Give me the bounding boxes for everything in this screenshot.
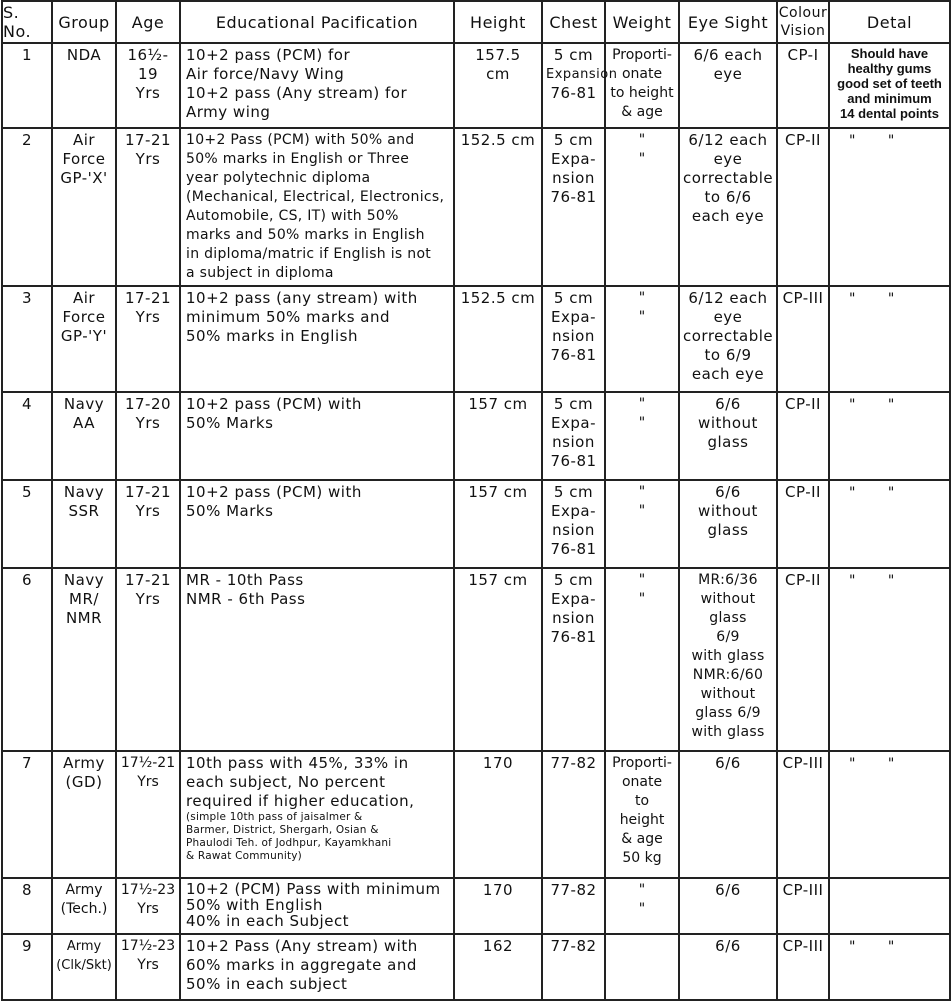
ditto-mark: " " — [849, 756, 909, 772]
table-row — [2, 878, 950, 934]
cell-text: year polytechnic diploma — [186, 170, 371, 186]
cell-text: with glass — [691, 724, 765, 740]
table-row — [2, 480, 950, 568]
cell-text: (Clk/Skt) — [56, 958, 112, 973]
cell-colour-vision: CP-II — [777, 480, 829, 568]
cell-age — [116, 392, 180, 480]
cell-text: MR/ — [69, 590, 99, 608]
eligibility-table — [1, 0, 951, 1001]
header-age: Age — [116, 1, 180, 43]
cell-height: 157 cm — [454, 480, 542, 568]
cell-group — [52, 392, 116, 480]
cell-text: eye — [713, 308, 743, 326]
cell-education — [180, 128, 454, 286]
cell-text: glass — [709, 610, 747, 626]
cell-text: nsion — [552, 521, 595, 539]
cell-group — [52, 568, 116, 751]
cell-text: Air force/Navy Wing — [186, 65, 345, 83]
cell-height: 157 cm — [454, 392, 542, 480]
cell-text: 17-21 — [124, 571, 172, 589]
cell-eyesight — [679, 128, 777, 286]
cell-eyesight — [679, 392, 777, 480]
cell-chest — [542, 286, 605, 392]
ditto-mark: " " — [638, 396, 660, 431]
cell-education — [180, 286, 454, 392]
cell-sno: 7 — [2, 751, 52, 878]
header-detail: Detal — [829, 1, 950, 43]
cell-eyesight: 6/6 — [679, 878, 777, 934]
cell-weight — [605, 934, 679, 1000]
cell-text: to 6/6 — [704, 188, 752, 206]
cell-text: Expa- — [551, 308, 596, 326]
header-education: Educational Pacification — [180, 1, 454, 43]
header-height: Height — [454, 1, 542, 43]
ditto-mark: " " — [638, 484, 660, 519]
cell-height: 152.5 cm — [454, 286, 542, 392]
ditto-mark: " " — [638, 132, 660, 167]
header-chest: Chest — [542, 1, 605, 43]
cell-weight — [605, 480, 679, 568]
cell-colour-vision: CP-III — [777, 751, 829, 878]
cell-colour-vision: CP-III — [777, 286, 829, 392]
cell-text: SSR — [68, 502, 100, 520]
cell-chest — [542, 43, 618, 128]
cell-height: 157 cm — [454, 568, 542, 751]
cell-text: 6/6 — [715, 483, 741, 501]
cell-group — [52, 286, 116, 392]
table-row — [2, 286, 950, 392]
cell-text: marks and 50% marks in English — [186, 227, 425, 243]
ditto-mark: " " — [849, 939, 909, 955]
cell-text: (Mechanical, Electrical, Electronics, — [186, 189, 445, 205]
cell-text: NMR — [65, 609, 103, 627]
cell-education — [180, 878, 454, 934]
cell-text: to 6/9 — [704, 346, 752, 364]
cell-weight — [605, 878, 679, 934]
cell-text: Army — [65, 882, 103, 898]
cell-text: NMR - 6th Pass — [186, 590, 306, 608]
cell-text: Proporti- — [612, 47, 672, 63]
table-row — [2, 128, 950, 286]
cell-colour-vision: CP-II — [777, 568, 829, 751]
cell-group — [52, 480, 116, 568]
cell-text: required if higher education, — [186, 792, 415, 810]
cell-text: (simple 10th pass of jaisalmer & — [186, 811, 363, 823]
cell-text: 50 kg — [622, 850, 662, 866]
ditto-mark: " " — [638, 290, 660, 325]
cell-text: Expansion — [546, 67, 618, 82]
cell-weight — [605, 751, 679, 878]
cell-text: 50% Marks — [186, 502, 274, 520]
cell-text: to — [634, 793, 650, 809]
cell-text: 10+2 pass (Any stream) for — [186, 84, 408, 102]
cell-text: Barmer, District, Shergarh, Osian & — [186, 824, 379, 836]
cell-colour-vision: CP-II — [777, 392, 829, 480]
cell-text: each subject, No percent — [186, 773, 386, 791]
cell-text: 5 cm — [553, 571, 594, 589]
cell-group: NDA — [52, 43, 116, 128]
cell-text: Yrs — [135, 150, 161, 168]
cell-text: & Rawat Community) — [186, 850, 302, 862]
cell-text: 40% in each Subject — [186, 912, 350, 930]
cell-detail — [829, 392, 950, 480]
cell-eyesight: 6/6 — [679, 751, 777, 878]
cell-text: Expa- — [551, 150, 596, 168]
cell-text: without — [698, 502, 758, 520]
cell-text: NMR:6/60 — [692, 667, 764, 683]
cell-text: Force — [62, 308, 106, 326]
cell-text: 10+2 pass (PCM) with — [186, 395, 362, 413]
cell-text: without — [698, 414, 758, 432]
cell-eyesight: 6/6 — [679, 934, 777, 1000]
cell-education — [180, 751, 454, 878]
cell-text: eye — [713, 150, 743, 168]
cell-text: 5 cm — [553, 46, 594, 64]
cell-education — [180, 568, 454, 751]
cell-text: 10+2 (PCM) Pass with minimum — [186, 880, 441, 898]
cell-weight — [605, 128, 679, 286]
cell-text: 50% Marks — [186, 414, 274, 432]
cell-text: glass 6/9 — [695, 705, 761, 721]
cell-colour-vision: CP-I — [777, 43, 829, 128]
header-sno: S. No. — [2, 1, 52, 43]
cell-text: 60% marks in aggregate and — [186, 956, 417, 974]
cell-text: cm — [486, 65, 510, 83]
cell-text: 157.5 — [475, 46, 521, 64]
cell-colour-vision: CP-III — [777, 878, 829, 934]
cell-text: 17-21 — [124, 289, 172, 307]
cell-eyesight — [679, 480, 777, 568]
cell-group — [52, 751, 116, 878]
cell-text: Proporti- — [612, 755, 672, 771]
header-colour-vision — [777, 1, 829, 43]
cell-text: 6/6 each — [693, 46, 763, 64]
cell-chest — [542, 392, 605, 480]
cell-text: good set of teeth — [837, 76, 942, 91]
cell-detail — [829, 128, 950, 286]
cell-text: Yrs — [135, 308, 161, 326]
cell-text: healthy gums — [847, 61, 932, 76]
cell-text: 16½- — [127, 46, 169, 64]
cell-text: with glass — [691, 648, 765, 664]
cell-group — [52, 128, 116, 286]
cell-text: and minimum — [847, 91, 932, 106]
cell-text: 10th pass with 45%, 33% in — [186, 754, 409, 772]
cell-education — [180, 934, 454, 1000]
ditto-mark: " " — [638, 882, 660, 917]
table-row — [2, 568, 950, 751]
cell-text: eye — [713, 65, 743, 83]
cell-text: minimum 50% marks and — [186, 308, 391, 326]
ditto-mark: " " — [849, 397, 909, 413]
cell-age — [116, 286, 180, 392]
cell-chest: 77-82 — [542, 751, 605, 878]
cell-text: Army — [63, 754, 105, 772]
cell-chest: 77-82 — [542, 934, 605, 1000]
cell-text: nsion — [552, 327, 595, 345]
cell-weight — [605, 286, 679, 392]
cell-education — [180, 392, 454, 480]
cell-height: 152.5 cm — [454, 128, 542, 286]
cell-text: & age — [621, 104, 663, 120]
cell-sno: 5 — [2, 480, 52, 568]
cell-text: 76-81 — [550, 540, 597, 558]
cell-text: Phaulodi Teh. of Jodhpur, Kayamkhani — [186, 837, 392, 849]
cell-text: nsion — [552, 169, 595, 187]
cell-text: Yrs — [135, 84, 161, 102]
cell-text: to height — [610, 85, 674, 101]
cell-text: 10+2 pass (PCM) with — [186, 483, 362, 501]
cell-text: 10+2 pass (any stream) with — [186, 289, 418, 307]
cell-sno: 3 — [2, 286, 52, 392]
cell-text: Navy — [63, 395, 105, 413]
cell-text: 10+2 Pass (PCM) with 50% and — [186, 132, 415, 148]
cell-weight — [605, 43, 679, 128]
cell-text: GP-'X' — [60, 169, 108, 187]
cell-text: glass — [707, 433, 749, 451]
cell-text: height — [619, 812, 665, 828]
ditto-mark: " " — [849, 573, 909, 589]
cell-text: 5 cm — [553, 483, 594, 501]
table-row — [2, 43, 950, 128]
cell-detail — [829, 43, 950, 128]
cell-text: Navy — [63, 483, 105, 501]
cell-text: onate — [621, 66, 663, 82]
cell-sno: 8 — [2, 878, 52, 934]
cell-text: 50% marks in English — [186, 327, 358, 345]
cell-chest: 77-82 — [542, 878, 605, 934]
cell-text: onate — [621, 774, 663, 790]
cell-text: 76-81 — [550, 628, 597, 646]
cell-sno: 9 — [2, 934, 52, 1000]
cell-weight — [605, 568, 679, 751]
cell-age — [116, 480, 180, 568]
table-row — [2, 934, 950, 1000]
cell-text: Air — [72, 131, 96, 149]
cell-text: Force — [62, 150, 106, 168]
cell-text: correctable — [683, 169, 774, 187]
cell-age — [116, 934, 180, 1000]
cell-text: & age — [621, 831, 663, 847]
cell-text: 17½-23 — [120, 938, 176, 954]
cell-text: 6/9 — [716, 629, 740, 645]
cell-colour-vision: CP-III — [777, 934, 829, 1000]
cell-text: a subject in diploma — [186, 265, 334, 281]
cell-sno: 6 — [2, 568, 52, 751]
cell-text: 50% marks in English or Three — [186, 151, 410, 167]
table-row — [2, 751, 950, 878]
cell-text: nsion — [552, 433, 595, 451]
cell-text: Yrs — [135, 590, 161, 608]
cell-detail — [829, 878, 950, 934]
cell-text: 5 cm — [553, 289, 594, 307]
cell-text: Yrs — [135, 502, 161, 520]
cell-age — [116, 568, 180, 751]
cell-text: 17-21 — [124, 483, 172, 501]
cell-text: 17-20 — [124, 395, 172, 413]
cell-text: 19 — [137, 65, 159, 83]
cell-text: MR - 10th Pass — [186, 571, 304, 589]
cell-chest — [542, 128, 605, 286]
cell-text: (Tech.) — [60, 901, 108, 917]
cell-colour-vision: CP-II — [777, 128, 829, 286]
cell-text: Automobile, CS, IT) with 50% — [186, 208, 399, 224]
cell-text: 50% with English — [186, 896, 323, 914]
ditto-mark: " " — [638, 572, 660, 607]
cell-height — [454, 43, 542, 128]
cell-text: 6/12 each — [688, 289, 768, 307]
cell-height: 170 — [454, 751, 542, 878]
ditto-mark: " " — [849, 291, 909, 307]
cell-detail — [829, 480, 950, 568]
cell-sno: 2 — [2, 128, 52, 286]
cell-age — [116, 751, 180, 878]
cell-text: Yrs — [137, 774, 159, 790]
ditto-mark: " " — [849, 485, 909, 501]
cell-age — [116, 128, 180, 286]
cell-text: 76-81 — [550, 84, 597, 102]
cell-text: Expa- — [551, 502, 596, 520]
cell-text: 50% in each subject — [186, 975, 348, 993]
cell-text: 10+2 Pass (Any stream) with — [186, 937, 418, 955]
cell-eyesight — [679, 286, 777, 392]
cell-text: MR:6/36 — [698, 572, 758, 588]
cell-text: without — [700, 686, 756, 702]
cell-text: Expa- — [551, 414, 596, 432]
header-eyesight: Eye Sight — [679, 1, 777, 43]
cell-sno: 1 — [2, 43, 52, 128]
ditto-mark: " " — [849, 133, 909, 149]
cell-chest — [542, 568, 605, 751]
cell-text: 6/12 each — [688, 131, 768, 149]
cell-group — [52, 878, 116, 934]
cell-text: in diploma/matric if English is not — [186, 246, 432, 262]
cell-sno: 4 — [2, 392, 52, 480]
cell-text: GP-'Y' — [60, 327, 108, 345]
cell-age — [116, 878, 180, 934]
cell-height: 162 — [454, 934, 542, 1000]
header-row — [2, 1, 950, 43]
cell-text: 76-81 — [550, 188, 597, 206]
cell-text: AA — [73, 414, 95, 432]
cell-detail — [829, 568, 950, 751]
cell-text: Expa- — [551, 590, 596, 608]
header-colour-line2: Vision — [780, 23, 826, 39]
cell-text: 6/6 — [715, 395, 741, 413]
cell-text: Should have — [850, 46, 929, 61]
cell-text: Yrs — [135, 414, 161, 432]
cell-age — [116, 43, 180, 128]
cell-text: 14 dental points — [840, 106, 939, 121]
cell-eyesight — [679, 568, 777, 751]
cell-text: 5 cm — [553, 131, 594, 149]
cell-text: Army wing — [186, 103, 271, 121]
cell-text: (GD) — [65, 773, 103, 791]
cell-detail — [829, 751, 950, 878]
cell-detail — [829, 934, 950, 1000]
cell-eyesight — [679, 43, 777, 128]
cell-text: Yrs — [137, 901, 159, 917]
cell-text: 17-21 — [124, 131, 172, 149]
cell-text: Navy — [63, 571, 105, 589]
cell-text: correctable — [683, 327, 774, 345]
cell-text: Army — [66, 939, 102, 954]
cell-text: each eye — [691, 207, 765, 225]
cell-text: 76-81 — [550, 452, 597, 470]
header-colour-line1: Colour — [778, 5, 828, 21]
cell-text: Air — [72, 289, 96, 307]
cell-education — [180, 480, 454, 568]
table-row — [2, 392, 950, 480]
cell-group — [52, 934, 116, 1000]
header-group: Group — [52, 1, 116, 43]
cell-education — [180, 43, 454, 128]
cell-detail — [829, 286, 950, 392]
cell-text: glass — [707, 521, 749, 539]
cell-height: 170 — [454, 878, 542, 934]
cell-text: 76-81 — [550, 346, 597, 364]
header-weight: Weight — [605, 1, 679, 43]
cell-text: 5 cm — [553, 395, 594, 413]
cell-text: without — [700, 591, 756, 607]
cell-chest — [542, 480, 605, 568]
cell-text: 17½-21 — [120, 755, 176, 771]
cell-text: 10+2 pass (PCM) for — [186, 46, 351, 64]
cell-text: each eye — [691, 365, 765, 383]
cell-weight — [605, 392, 679, 480]
cell-text: nsion — [552, 609, 595, 627]
cell-text: Yrs — [137, 957, 159, 973]
cell-text: 17½-23 — [120, 882, 176, 898]
